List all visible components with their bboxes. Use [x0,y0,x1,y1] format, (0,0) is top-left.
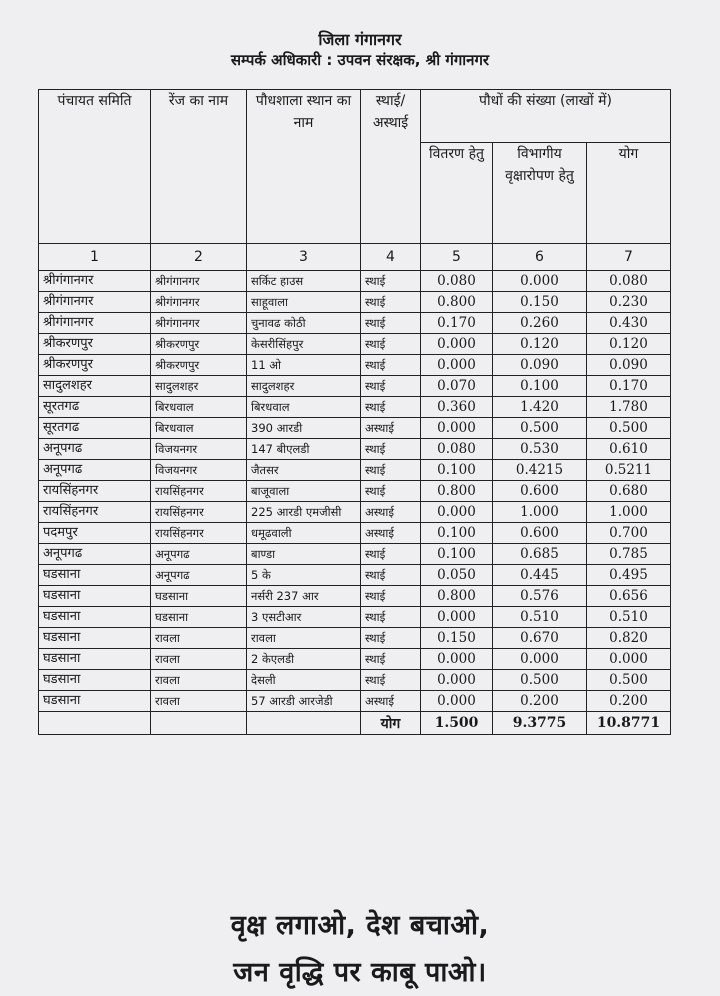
cell-total: 0.500 [587,418,671,439]
cell-type: स्थाई [361,334,421,355]
table-row [39,313,671,334]
cell-total: 0.700 [587,523,671,544]
table-row [39,607,671,628]
cell-type: अस्थाई [361,418,421,439]
cell-range: श्रीकरणपुर [151,334,247,355]
cell-plantation: 0.500 [493,418,587,439]
table-row [39,334,671,355]
cell-panchayat: घडसाना [39,565,151,586]
total-total: 10.8771 [587,712,671,735]
cell-panchayat: घडसाना [39,691,151,712]
cell-distribution: 0.000 [421,691,493,712]
cell-nursery: चुनावढ कोठी [247,313,361,334]
cell-type: स्थाई [361,544,421,565]
column-number: 4 [361,244,421,271]
cell-range: रावला [151,628,247,649]
table-row [39,460,671,481]
cell-distribution: 0.080 [421,439,493,460]
header-range: रेंज का नाम [151,90,247,244]
total-distribution: 1.500 [421,712,493,735]
cell-panchayat: श्रीगंगानगर [39,292,151,313]
cell-plantation: 0.090 [493,355,587,376]
cell-panchayat: घडसाना [39,628,151,649]
cell-panchayat: घडसाना [39,586,151,607]
cell-total: 0.230 [587,292,671,313]
cell-panchayat: श्रीगंगानगर [39,313,151,334]
cell-plantation: 0.200 [493,691,587,712]
cell-distribution: 0.000 [421,649,493,670]
cell-type: स्थाई [361,355,421,376]
cell-nursery: 3 एसटीआर [247,607,361,628]
table-row [39,376,671,397]
cell-range: बिरधवाल [151,397,247,418]
cell-plantation: 0.670 [493,628,587,649]
cell-range: रायसिंहनगर [151,502,247,523]
cell-range: रावला [151,691,247,712]
table-row [39,271,671,292]
header-panchayat: पंचायत समिति [39,90,151,244]
total-empty-cell [247,712,361,735]
cell-panchayat: रायसिंहनगर [39,481,151,502]
cell-range: श्रीगंगानगर [151,271,247,292]
cell-plantation: 0.260 [493,313,587,334]
cell-plantation: 0.100 [493,376,587,397]
cell-type: स्थाई [361,586,421,607]
cell-nursery: साहूवाला [247,292,361,313]
cell-distribution: 0.800 [421,481,493,502]
cell-range: रावला [151,649,247,670]
cell-total: 0.610 [587,439,671,460]
column-number: 5 [421,244,493,271]
cell-distribution: 0.000 [421,355,493,376]
cell-plantation: 1.420 [493,397,587,418]
cell-type: स्थाई [361,460,421,481]
cell-plantation: 0.600 [493,523,587,544]
cell-type: स्थाई [361,481,421,502]
cell-type: स्थाई [361,292,421,313]
cell-panchayat: घडसाना [39,670,151,691]
cell-nursery: 5 के [247,565,361,586]
cell-total: 0.430 [587,313,671,334]
cell-plantation: 1.000 [493,502,587,523]
cell-total: 0.510 [587,607,671,628]
cell-distribution: 0.050 [421,565,493,586]
cell-distribution: 0.360 [421,397,493,418]
cell-type: स्थाई [361,376,421,397]
cell-nursery: रावला [247,628,361,649]
total-empty-cell [151,712,247,735]
cell-type: स्थाई [361,313,421,334]
cell-distribution: 0.100 [421,544,493,565]
cell-type: स्थाई [361,271,421,292]
cell-type: अस्थाई [361,691,421,712]
cell-nursery: 225 आरडी एमजीसी [247,502,361,523]
cell-panchayat: घडसाना [39,607,151,628]
cell-panchayat: घडसाना [39,649,151,670]
cell-total: 0.120 [587,334,671,355]
header-type: स्थाई/ अस्थाई [361,90,421,244]
cell-panchayat: पदमपुर [39,523,151,544]
cell-plantation: 0.4215 [493,460,587,481]
table-body [39,271,671,712]
column-number: 3 [247,244,361,271]
cell-panchayat: अनूपगढ [39,439,151,460]
cell-distribution: 0.070 [421,376,493,397]
cell-nursery: नर्सरी 237 आर [247,586,361,607]
slogan-line-1: वृक्ष लगाओ, देश बचाओ, [230,910,490,941]
cell-type: स्थाई [361,628,421,649]
cell-total: 1.000 [587,502,671,523]
cell-nursery: 57 आरडी आरजेडी [247,691,361,712]
cell-distribution: 0.800 [421,292,493,313]
header-distribution: वितरण हेतु [421,143,493,244]
table-row [39,628,671,649]
cell-range: विजयनगर [151,439,247,460]
cell-type: स्थाई [361,397,421,418]
cell-distribution: 0.080 [421,271,493,292]
header-plants: पौधों की संख्या (लाखों में) [421,90,671,143]
cell-panchayat: श्रीकरणपुर [39,355,151,376]
cell-plantation: 0.685 [493,544,587,565]
header-nursery: पौधशाला स्थान का नाम [247,90,361,244]
total-row [39,712,671,735]
table-row [39,502,671,523]
cell-nursery: 11 ओ [247,355,361,376]
cell-panchayat: सादुलशहर [39,376,151,397]
table-row [39,397,671,418]
cell-type: स्थाई [361,439,421,460]
cell-range: घडसाना [151,607,247,628]
cell-range: अनूपगढ [151,565,247,586]
cell-plantation: 0.445 [493,565,587,586]
cell-total: 0.656 [587,586,671,607]
table-row [39,439,671,460]
cell-range: श्रीकरणपुर [151,355,247,376]
cell-panchayat: श्रीगंगानगर [39,271,151,292]
cell-nursery: सादुलशहर [247,376,361,397]
cell-range: घडसाना [151,586,247,607]
cell-nursery: देसली [247,670,361,691]
cell-range: सादुलशहर [151,376,247,397]
slogan-line-2: जन वृद्धि पर काबू पाओ। [233,957,487,988]
cell-type: अस्थाई [361,502,421,523]
table-row [39,481,671,502]
cell-total: 0.820 [587,628,671,649]
cell-plantation: 0.510 [493,607,587,628]
cell-total: 0.000 [587,649,671,670]
cell-nursery: बिरधवाल [247,397,361,418]
cell-range: बिरधवाल [151,418,247,439]
cell-plantation: 0.600 [493,481,587,502]
table-row [39,355,671,376]
cell-distribution: 0.000 [421,418,493,439]
cell-total: 0.170 [587,376,671,397]
cell-panchayat: सूरतगढ [39,418,151,439]
cell-total: 0.500 [587,670,671,691]
cell-total: 0.200 [587,691,671,712]
cell-plantation: 0.576 [493,586,587,607]
cell-nursery: 390 आरडी [247,418,361,439]
cell-total: 0.080 [587,271,671,292]
page-subtitle: सम्पर्क अधिकारी : उपवन संरक्षक, श्री गंगानगर [230,51,490,69]
cell-distribution: 0.000 [421,502,493,523]
column-number-row [39,244,671,271]
header-plantation: विभागीय वृक्षारोपण हेतु [493,143,587,244]
total-label: योग [361,712,421,735]
cell-panchayat: रायसिंहनगर [39,502,151,523]
cell-range: विजयनगर [151,460,247,481]
column-number: 2 [151,244,247,271]
cell-nursery: 147 बीएलडी [247,439,361,460]
cell-type: स्थाई [361,649,421,670]
cell-total: 0.785 [587,544,671,565]
cell-distribution: 0.170 [421,313,493,334]
total-empty-cell [39,712,151,735]
cell-plantation: 0.500 [493,670,587,691]
cell-total: 1.780 [587,397,671,418]
cell-distribution: 0.000 [421,670,493,691]
cell-type: स्थाई [361,607,421,628]
cell-plantation: 0.150 [493,292,587,313]
column-number: 6 [493,244,587,271]
column-number: 7 [587,244,671,271]
cell-nursery: जैतसर [247,460,361,481]
cell-plantation: 0.530 [493,439,587,460]
table-row [39,691,671,712]
header-total: योग [587,143,671,244]
cell-range: रायसिंहनगर [151,481,247,502]
table-row [39,586,671,607]
cell-type: स्थाई [361,670,421,691]
cell-range: श्रीगंगानगर [151,313,247,334]
column-number: 1 [39,244,151,271]
cell-panchayat: श्रीकरणपुर [39,334,151,355]
cell-nursery: धमूढवाली [247,523,361,544]
table-row [39,565,671,586]
cell-distribution: 0.100 [421,460,493,481]
cell-distribution: 0.100 [421,523,493,544]
table-row [39,649,671,670]
cell-range: श्रीगंगानगर [151,292,247,313]
cell-range: रावला [151,670,247,691]
cell-panchayat: अनूपगढ [39,460,151,481]
nursery-table [38,89,671,735]
table-row [39,418,671,439]
cell-total: 0.680 [587,481,671,502]
cell-distribution: 0.150 [421,628,493,649]
cell-nursery: केसरीसिंहपुर [247,334,361,355]
cell-plantation: 0.000 [493,649,587,670]
cell-nursery: 2 केएलडी [247,649,361,670]
cell-total: 0.495 [587,565,671,586]
cell-nursery: सर्किट हाउस [247,271,361,292]
cell-range: अनूपगढ [151,544,247,565]
cell-distribution: 0.800 [421,586,493,607]
cell-total: 0.090 [587,355,671,376]
cell-total: 0.5211 [587,460,671,481]
cell-panchayat: अनूपगढ [39,544,151,565]
cell-type: अस्थाई [361,523,421,544]
table-row [39,544,671,565]
cell-plantation: 0.120 [493,334,587,355]
cell-nursery: बाण्डा [247,544,361,565]
cell-range: रायसिंहनगर [151,523,247,544]
page-title: जिला गंगानगर [318,30,402,49]
table-row [39,523,671,544]
cell-panchayat: सूरतगढ [39,397,151,418]
cell-plantation: 0.000 [493,271,587,292]
table-row [39,292,671,313]
table-row [39,670,671,691]
cell-nursery: बाजूवाला [247,481,361,502]
cell-distribution: 0.000 [421,607,493,628]
cell-distribution: 0.000 [421,334,493,355]
total-plantation: 9.3775 [493,712,587,735]
cell-type: स्थाई [361,565,421,586]
